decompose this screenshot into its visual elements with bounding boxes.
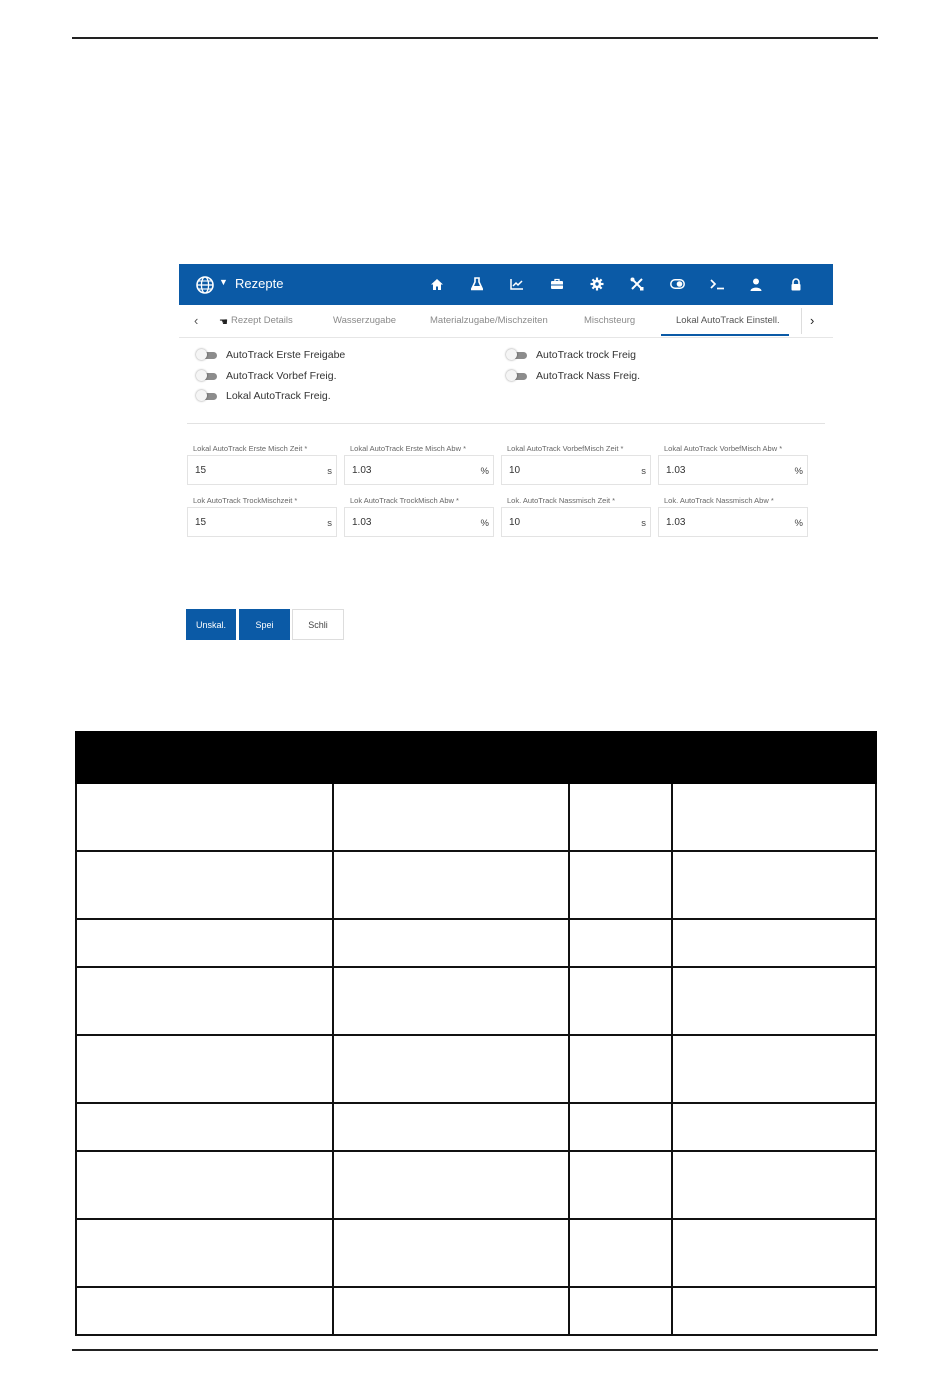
tab-mischsteuerung[interactable]: Mischsteurg — [584, 315, 636, 326]
toggle-autotrack-erste-freigabe[interactable] — [196, 349, 345, 361]
table-row — [76, 783, 876, 851]
field-label: Lok. AutoTrack Nassmisch Zeit * — [507, 496, 616, 505]
toggle-icon[interactable] — [669, 276, 685, 292]
toggle-switch[interactable] — [506, 371, 528, 381]
page-footer-rule — [72, 1349, 878, 1351]
field-label: Lokal AutoTrack Erste Misch Abw * — [350, 444, 467, 453]
tab-wasserzugabe[interactable]: Wasserzugabe — [333, 315, 397, 326]
toggle-autotrack-trock-freig[interactable] — [506, 349, 636, 361]
app-screenshot — [179, 264, 833, 646]
trockmischzeit-input[interactable]: 15 s — [187, 507, 337, 537]
close-button[interactable]: Schli — [292, 609, 344, 640]
tab-materialzugabe[interactable]: Materialzugabe/Mischzeiten — [430, 315, 548, 326]
tab-scroll-left-icon[interactable]: ‹ — [194, 313, 199, 328]
globe-icon[interactable] — [196, 276, 214, 294]
toolbox-icon[interactable] — [549, 276, 565, 292]
erste-misch-zeit-input[interactable]: 15 s — [187, 455, 337, 485]
toggle-switch[interactable] — [196, 350, 218, 360]
terminal-icon[interactable] — [709, 276, 725, 292]
lock-icon[interactable] — [788, 276, 804, 292]
toggle-switch[interactable] — [196, 371, 218, 381]
nassmisch-abw-input[interactable]: 1.03 % — [658, 507, 808, 537]
table-header-cell — [672, 732, 876, 783]
save-button[interactable]: Spei — [239, 609, 290, 640]
section-divider — [187, 423, 825, 424]
gear-icon[interactable] — [589, 276, 605, 292]
app-topbar — [179, 264, 833, 305]
vorbefmisch-abw-input[interactable]: 1.03 % — [658, 455, 808, 485]
page-header-rule — [72, 37, 878, 39]
toggle-label: AutoTrack Vorbef Freig. — [226, 370, 337, 382]
table-row — [76, 1103, 876, 1151]
flask-icon[interactable] — [469, 276, 485, 292]
toggle-switch[interactable] — [506, 350, 528, 360]
nassmisch-zeit-input[interactable]: 10 s — [501, 507, 651, 537]
unskal-button[interactable]: Unskal. — [186, 609, 236, 640]
field-label: Lokal AutoTrack VorbefMisch Abw * — [664, 444, 783, 453]
toggle-label: AutoTrack trock Freig — [536, 349, 636, 361]
chevron-down-icon[interactable]: ▼ — [219, 277, 228, 287]
table-row — [76, 1287, 876, 1335]
user-icon[interactable] — [748, 276, 764, 292]
tab-lokal-autotrack[interactable]: Lokal AutoTrack Einstell. — [676, 315, 780, 326]
trockmisch-abw-input[interactable]: 1.03 % — [344, 507, 494, 537]
tab-bar — [179, 305, 833, 338]
active-tab-indicator — [661, 334, 789, 336]
toggle-lokal-autotrack-freig[interactable] — [196, 390, 331, 402]
table-header-row — [76, 732, 876, 783]
field-label: Lokal AutoTrack Erste Misch Zeit * — [193, 444, 308, 453]
table-row — [76, 1035, 876, 1103]
field-label: Lok. AutoTrack Nassmisch Abw * — [664, 496, 774, 505]
toggle-label: AutoTrack Nass Freig. — [536, 370, 641, 382]
toggle-autotrack-vorbef-freig[interactable] — [196, 370, 337, 382]
toggle-label: AutoTrack Erste Freigabe — [226, 349, 346, 361]
tools-icon[interactable] — [629, 276, 645, 292]
table-row — [76, 1219, 876, 1287]
toggle-switch[interactable] — [196, 391, 218, 401]
document-table — [75, 731, 877, 1336]
page-title: Rezepte — [235, 276, 284, 291]
table-header-cell — [333, 732, 672, 783]
home-icon[interactable] — [429, 276, 445, 292]
tab-divider — [801, 308, 802, 334]
vorbefmisch-zeit-input[interactable]: 10 s — [501, 455, 651, 485]
field-label: Lok AutoTrack TrockMisch Abw * — [350, 496, 459, 505]
chart-icon[interactable] — [509, 276, 525, 292]
toggle-label: Lokal AutoTrack Freig. — [226, 390, 331, 402]
table-header-cell — [76, 732, 333, 783]
erste-misch-abw-input[interactable]: 1.03 % — [344, 455, 494, 485]
table-row — [76, 967, 876, 1035]
table-row — [76, 919, 876, 967]
toggle-autotrack-nass-freig[interactable] — [506, 370, 640, 382]
hand-cursor-icon: ☚ — [219, 317, 228, 328]
field-label: Lok AutoTrack TrockMischzeit * — [193, 496, 298, 505]
tab-scroll-right-icon[interactable]: › — [810, 313, 815, 328]
table-row — [76, 1151, 876, 1219]
tab-rezept-details[interactable]: Rezept Details — [231, 315, 293, 326]
field-label: Lokal AutoTrack VorbefMisch Zeit * — [507, 444, 624, 453]
table-row — [76, 851, 876, 919]
